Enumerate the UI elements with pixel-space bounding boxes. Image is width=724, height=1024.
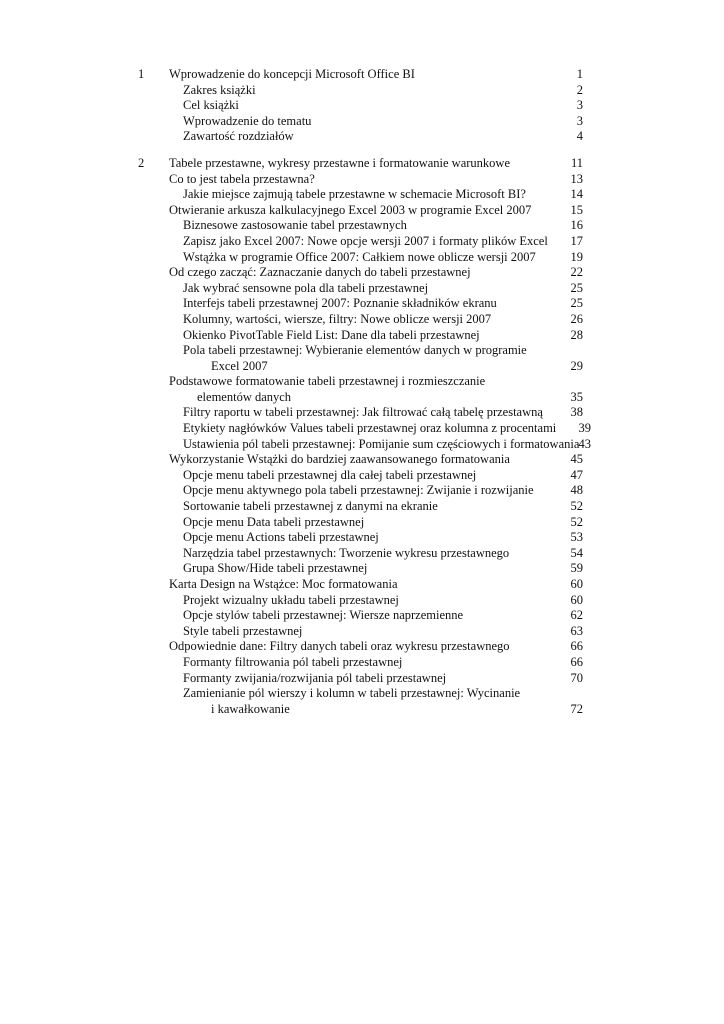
toc-section-continuation [0,390,724,406]
toc-entry [0,421,724,437]
toc-section [0,172,724,188]
toc-section [0,639,724,655]
toc-entry [0,686,724,702]
page-number: 52 [570,514,583,529]
entry-title: Narzędzia tabel przestawnych: Tworzenie wykresu przestawnego [183,545,510,560]
entry-title: Sortowanie tabeli przestawnej z danymi na ekranie [183,499,438,514]
toc-entry [0,593,724,609]
page-number: 38 [570,405,583,420]
page-number: 25 [570,280,583,295]
entry-title: Biznesowe zastosowanie tabel przestawnych [183,218,407,233]
entry-title: Formanty filtrowania pól tabeli przestawnej [183,654,403,669]
section-title: Otwieranie arkusza kalkulacyjnego Excel 2003 w programie Excel 2007 [169,202,532,217]
toc-entry [0,281,724,297]
toc-entry [0,234,724,250]
page-number: 17 [570,233,583,248]
entry-title: Zamienianie pól wierszy i kolumn w tabeli przestawnej: Wycinanie [183,686,521,701]
toc-section [0,452,724,468]
toc-entry [0,437,724,453]
entry-title: Okienko PivotTable Field List: Dane dla tabeli przestawnej [183,327,480,342]
entry-title: Interfejs tabeli przestawnej 2007: Poznanie składników ekranu [183,296,497,311]
entry-title: Formanty zwijania/rozwijania pól tabeli przestawnej [183,670,447,685]
page-number: 3 [576,113,583,128]
page-number: 52 [570,499,583,514]
page-number: 54 [570,545,583,560]
entry-title: Wstążka w programie Office 2007: Całkiem nowe oblicze wersji 2007 [183,249,536,264]
page-number: 60 [570,592,583,607]
page-number: 47 [570,467,583,482]
section-title: Co to jest tabela przestawna? [169,171,315,186]
page-number: 59 [570,561,583,576]
page-number: 26 [570,311,583,326]
page-number: 19 [570,249,583,264]
entry-title: Grupa Show/Hide tabeli przestawnej [183,561,368,576]
section-title-continuation: elementów danych [197,389,292,404]
toc-entry [0,608,724,624]
page-number: 29 [570,358,583,373]
page-number: 35 [570,389,583,404]
section-title: Odpowiednie dane: Filtry danych tabeli oraz wykresu przestawnego [169,639,510,654]
toc-entry [0,515,724,531]
toc-entry [0,129,724,145]
toc-entry [0,328,724,344]
entry-title-continuation: i kawałkowanie [211,701,290,716]
entry-title: Style tabeli przestawnej [183,623,303,638]
toc-entry [0,187,724,203]
page-number: 39 [578,421,591,436]
entry-title: Filtry raportu w tabeli przestawnej: Jak filtrować całą tabelę przestawną [183,405,543,420]
toc-chapter-1 [0,67,724,83]
chapter-number: 2 [138,155,145,170]
toc-entry [0,671,724,687]
entry-title: Projekt wizualny układu tabeli przestawnej [183,592,399,607]
entry-title: Zawartość rozdziałów [183,129,294,144]
entry-title: Zapisz jako Excel 2007: Nowe opcje wersji 2007 i formaty plików Excel [183,233,548,248]
entry-title: Ustawienia pól tabeli przestawnej: Pomijanie sum częściowych i formatowania [183,436,580,451]
page-number: 22 [570,265,583,280]
toc-entry [0,499,724,515]
toc-entry [0,468,724,484]
table-of-contents [0,67,724,717]
toc-entry [0,296,724,312]
page-number: 14 [570,187,583,202]
entry-title: Opcje menu Data tabeli przestawnej [183,514,365,529]
page-number: 2 [576,82,583,97]
toc-entry [0,546,724,562]
entry-title: Zakres książki [183,82,256,97]
page-number: 25 [570,296,583,311]
toc-entry-continuation [0,359,724,375]
page-number: 3 [576,98,583,113]
toc-entry [0,655,724,671]
toc-chapter-2 [0,156,724,172]
page-number: 62 [570,608,583,623]
toc-entry [0,114,724,130]
chapter-title: Tabele przestawne, wykresy przestawne i formatowanie warunkowe [169,155,510,170]
toc-entry [0,343,724,359]
section-title: Od czego zacząć: Zaznaczanie danych do tabeli przestawnej [169,265,471,280]
page-number: 28 [570,327,583,342]
toc-entry-continuation [0,702,724,718]
toc-entry [0,218,724,234]
toc-entry [0,83,724,99]
page-number: 13 [570,171,583,186]
toc-section [0,374,724,390]
page-number: 70 [570,670,583,685]
entry-title: Wprowadzenie do tematu [183,113,312,128]
page-number: 53 [570,530,583,545]
page-number: 66 [570,639,583,654]
section-title: Karta Design na Wstążce: Moc formatowania [169,577,398,591]
page-number: 1 [576,67,583,81]
toc-entry [0,405,724,421]
page-number: 66 [570,654,583,669]
toc-entry [0,483,724,499]
toc-entry [0,530,724,546]
entry-title: Jakie miejsce zajmują tabele przestawne w schemacie Microsoft BI? [183,187,526,202]
entry-title-continuation: Excel 2007 [211,358,268,373]
chapter-title: Wprowadzenie do koncepcji Microsoft Office BI [169,67,415,81]
entry-title: Opcje stylów tabeli przestawnej: Wiersze naprzemienne [183,608,464,623]
toc-entry [0,561,724,577]
entry-title: Jak wybrać sensowne pola dla tabeli przestawnej [183,280,429,295]
page-number: 72 [570,701,583,716]
page-number: 45 [570,452,583,467]
toc-entry [0,250,724,266]
entry-title: Opcje menu aktywnego pola tabeli przestawnej: Zwijanie i rozwijanie [183,483,534,498]
toc-entry [0,624,724,640]
toc-section [0,203,724,219]
entry-title: Etykiety nagłówków Values tabeli przestawnej oraz kolumna z procentami [183,421,557,436]
entry-title: Pola tabeli przestawnej: Wybieranie elementów danych w programie [183,343,527,358]
section-title: Wykorzystanie Wstążki do bardziej zaawansowanego formatowania [169,452,510,467]
page-number: 11 [570,155,583,170]
page-number: 60 [570,577,583,591]
entry-title: Opcje menu tabeli przestawnej dla całej tabeli przestawnej [183,467,477,482]
toc-entry [0,98,724,114]
toc-section [0,265,724,281]
page-number: 63 [570,623,583,638]
page-number: 43 [578,436,591,451]
entry-title: Cel książki [183,98,239,113]
entry-title: Opcje menu Actions tabeli przestawnej [183,530,379,545]
section-title: Podstawowe formatowanie tabeli przestawnej i rozmieszczanie [169,374,486,389]
page-number: 4 [576,129,583,144]
toc-entry [0,312,724,328]
entry-title: Kolumny, wartości, wiersze, filtry: Nowe oblicze wersji 2007 [183,311,492,326]
page-number: 15 [570,202,583,217]
toc-section [0,577,724,593]
page-number: 48 [570,483,583,498]
page-number: 16 [570,218,583,233]
chapter-number: 1 [138,67,145,81]
